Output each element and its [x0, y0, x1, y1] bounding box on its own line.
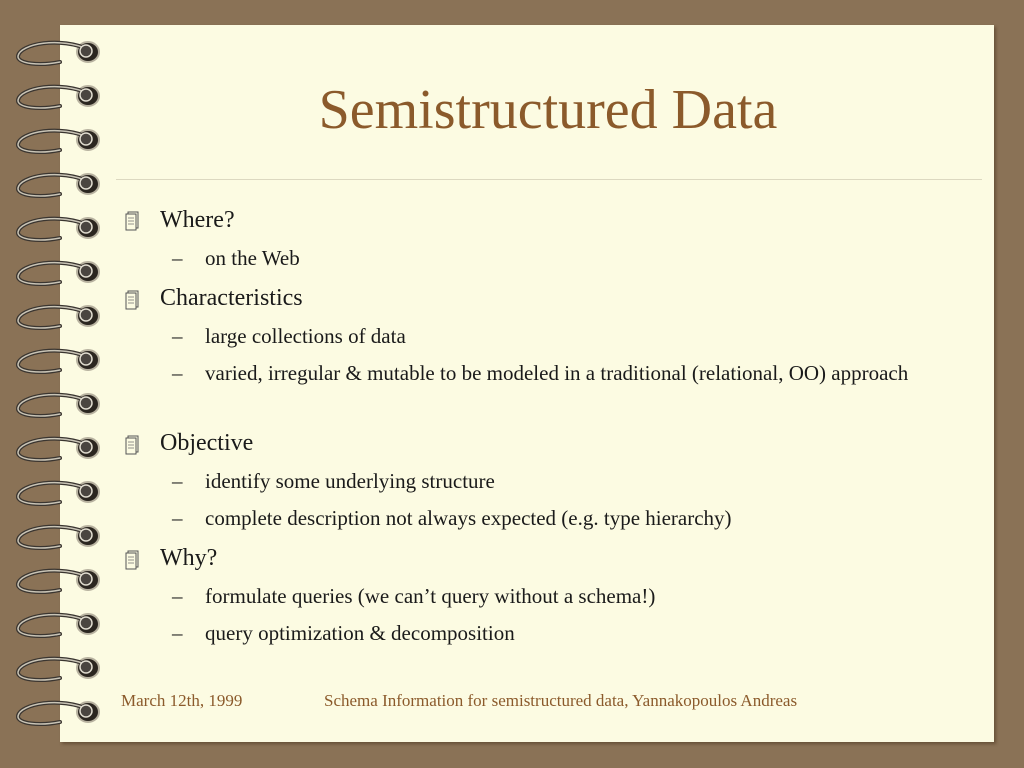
notepad-bullet-icon [122, 288, 144, 312]
sub-bullet: on the Web [205, 246, 300, 270]
footer-date: March 12th, 1999 [121, 691, 243, 710]
bullet-label: Objective [160, 430, 254, 456]
sub-bullet-marker: – [172, 584, 183, 608]
sub-bullet: query optimization & decomposition [205, 621, 515, 645]
sub-bullet-marker: – [172, 621, 183, 645]
notepad-bullet-icon [122, 548, 144, 572]
sub-bullet: complete description not always expected (e.g. type hierarchy) [205, 506, 732, 530]
bullet-label: Characteristics [160, 285, 303, 311]
sub-bullet: identify some underlying structure [205, 469, 495, 493]
sub-bullet-marker: – [172, 469, 183, 493]
notepad-bullet-icon [122, 209, 144, 233]
sub-bullet: varied, irregular & mutable to be modeled in a traditional (relational, OO) approach [205, 361, 909, 385]
sub-bullet-marker: – [172, 324, 183, 348]
bullet-label: Why? [160, 545, 218, 571]
sub-bullet: formulate queries (we can’t query without a schema!) [205, 584, 656, 608]
bullet-label: Where? [160, 207, 235, 233]
sub-bullet: large collections of data [205, 324, 406, 348]
sub-bullet-marker: – [172, 361, 183, 385]
slide-title: Semistructured Data [318, 79, 778, 141]
notepad-bullet-icon [122, 433, 144, 457]
sub-bullet-marker: – [172, 246, 183, 270]
sub-bullet-marker: – [172, 506, 183, 530]
footer-text: Schema Information for semistructured data, Yannakopoulos Andreas [324, 691, 798, 710]
